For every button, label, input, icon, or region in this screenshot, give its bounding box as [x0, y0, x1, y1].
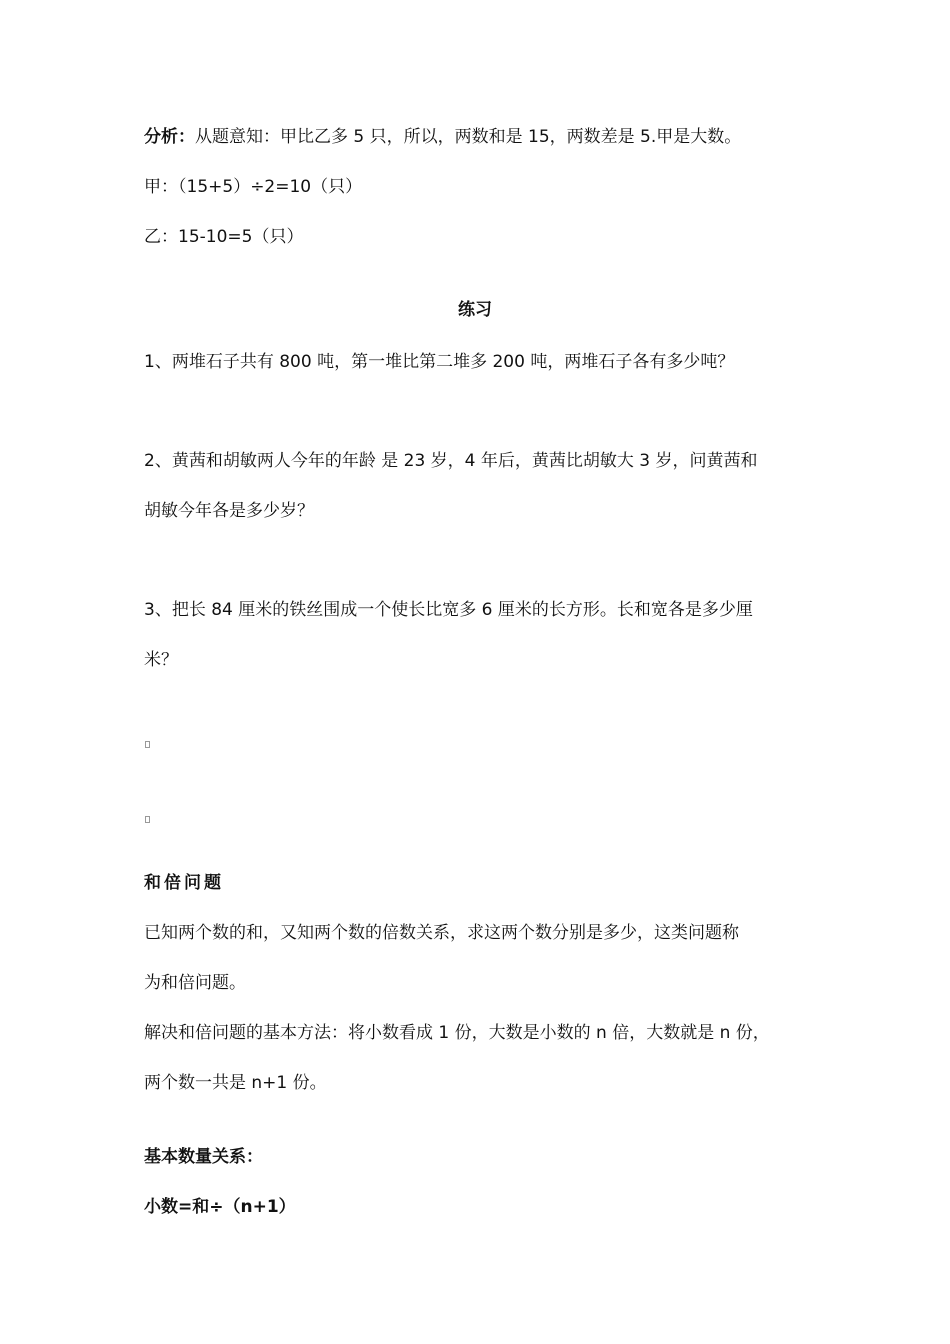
definition-line-1: 已知两个数的和，又知两个数的倍数关系，求这两个数分别是多少，这类问题称: [144, 923, 739, 943]
paragraph-marker: [145, 816, 150, 823]
question-2-line-2: 胡敏今年各是多少岁？: [144, 501, 314, 521]
question-3-line-1: 3、把长 84 厘米的铁丝围成一个使长比宽多 6 厘米的长方形。长和宽各是多少厘: [144, 600, 753, 620]
jia-calculation: 甲：（15+5）÷2=10（只）: [144, 177, 363, 197]
question-3-line-2: 米？: [144, 650, 178, 670]
relation-title: 基本数量关系：: [144, 1147, 263, 1167]
formula: 小数=和÷（n+1）: [144, 1197, 296, 1217]
question-2-line-1: 2、黄茜和胡敏两人今年的年龄 是 23 岁，4 年后，黄茜比胡敏大 3 岁，问黄茜和: [144, 451, 758, 471]
analysis-label: 分析：: [144, 127, 195, 147]
paragraph-marker: [145, 741, 150, 748]
analysis-line: [144, 126, 741, 148]
definition-line-2: 为和倍问题。: [144, 973, 246, 993]
yi-calculation: 乙：15-10=5（只）: [144, 227, 304, 247]
question-1: 1、两堆石子共有 800 吨，第一堆比第二堆多 200 吨，两堆石子各有多少吨？: [144, 352, 735, 372]
practice-title: 练习: [458, 300, 492, 320]
method-line-1: 解决和倍问题的基本方法：将小数看成 1 份，大数是小数的 n 倍，大数就是 n 份，: [144, 1023, 770, 1043]
section-title: 和倍问题: [144, 873, 224, 893]
method-line-2: 两个数一共是 n+1 份。: [144, 1073, 327, 1093]
analysis-text: 从题意知：甲比乙多 5 只，所以，两数和是 15，两数差是 5.甲是大数。: [195, 127, 742, 147]
